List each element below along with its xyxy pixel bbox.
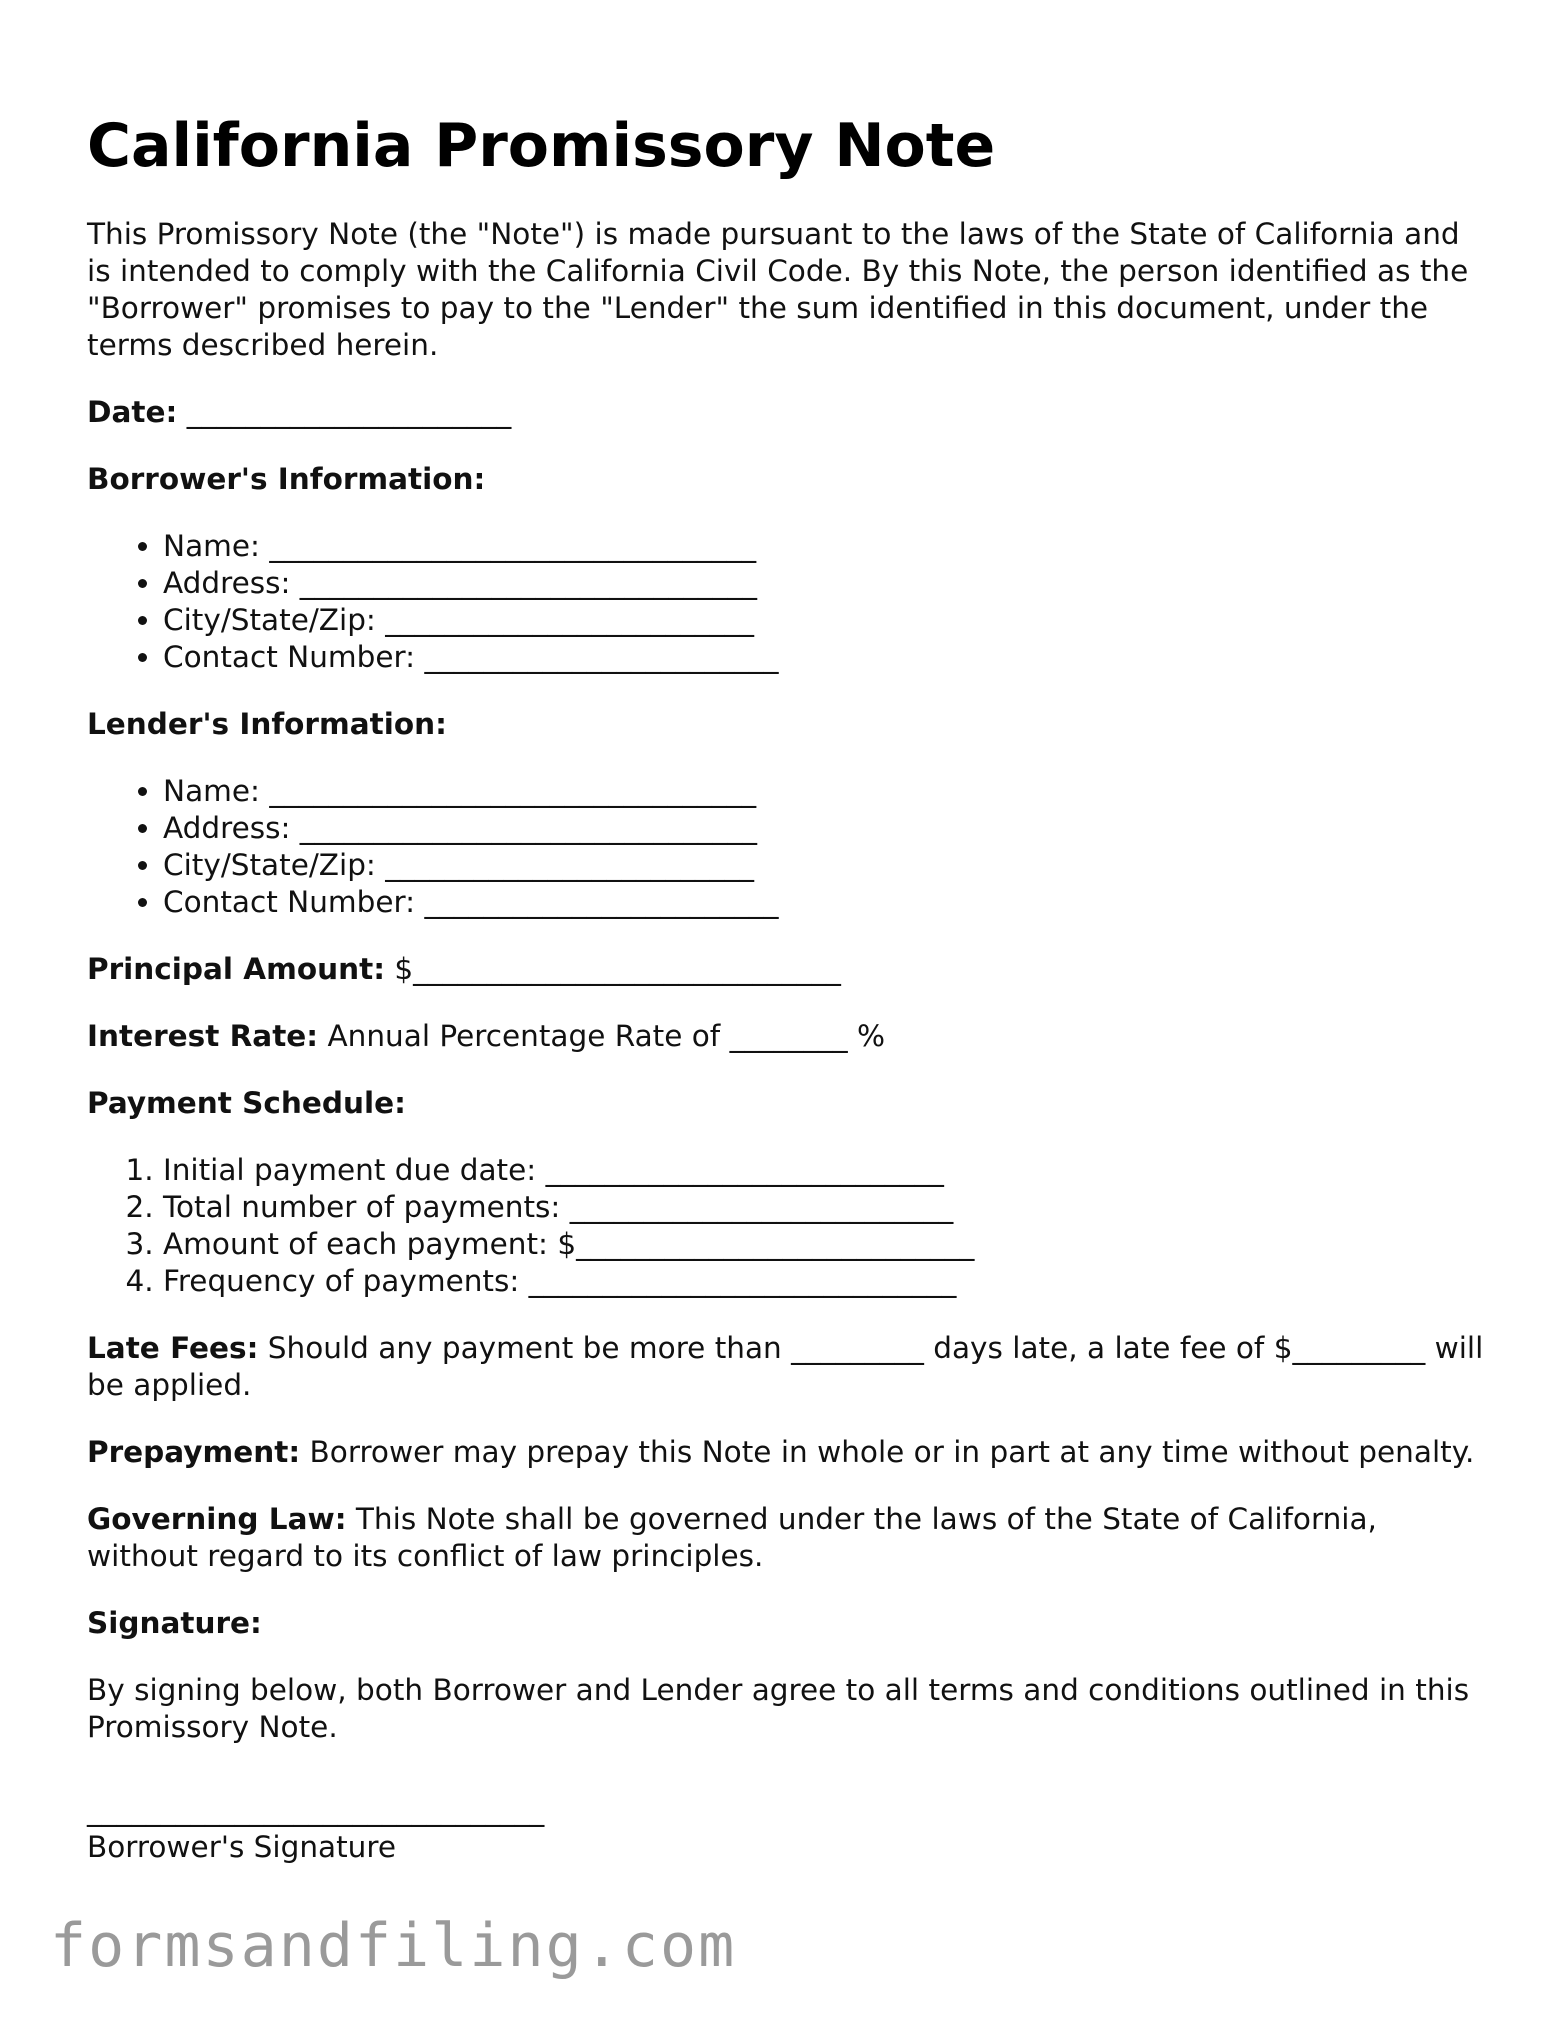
intro-paragraph: This Promissory Note (the "Note") is made pursuant to the laws of the State of California and is intended to comply with the California Civil Code. By this Note, the person identified as the "Borrower" promises to pay to the "Lender" the sum identified in this document, under the terms described herein. (87, 217, 1469, 362)
schedule-item-frequency: 4. Frequency of payments: _____________________________ (163, 1263, 1487, 1300)
governing-law-paragraph (87, 1501, 1487, 1575)
principal-text: $_____________________________ (385, 952, 841, 986)
watermark: formsandfiling.com (50, 1911, 737, 1981)
schedule-item-amount: 3. Amount of each payment: $___________________________ (163, 1226, 1487, 1263)
interest-text: Annual Percentage Rate of ________ % (318, 1019, 885, 1053)
borrower-info-list (87, 528, 1487, 676)
late-fees-paragraph (87, 1330, 1487, 1404)
date-label: Date: (87, 395, 178, 429)
lender-contact-item: • Contact Number: ________________________ (163, 884, 1487, 921)
governing-law-text: This Note shall be governed under the laws of the State of California, without regard to its conflict of law principles. (87, 1502, 1377, 1573)
borrower-contact-item: • Contact Number: ________________________ (163, 639, 1487, 676)
schedule-list (87, 1152, 1487, 1300)
lender-city-item: • City/State/Zip: _________________________ (163, 847, 1487, 884)
borrower-heading: Borrower's Information: (87, 462, 486, 496)
lender-name-item: • Name: _________________________________ (163, 773, 1487, 810)
borrower-signature-label: Borrower's Signature (87, 1830, 397, 1864)
governing-law-label: Governing Law: (87, 1502, 347, 1536)
principal-label: Principal Amount: (87, 952, 386, 986)
borrower-signature-block (87, 1792, 1487, 1866)
prepayment-label: Prepayment: (87, 1435, 301, 1469)
late-fees-label: Late Fees: (87, 1331, 259, 1365)
prepayment-paragraph (87, 1434, 1487, 1471)
lender-address-item: • Address: _______________________________ (163, 810, 1487, 847)
lender-heading: Lender's Information: (87, 707, 447, 741)
borrower-city-item: • City/State/Zip: _________________________ (163, 602, 1487, 639)
interest-label: Interest Rate: (87, 1019, 319, 1053)
interest-field (87, 1018, 1487, 1055)
borrower-name-item: • Name: _________________________________ (163, 528, 1487, 565)
principal-field (87, 951, 1487, 988)
signature-paragraph: By signing below, both Borrower and Lender agree to all terms and conditions outlined in this Promissory Note. (87, 1673, 1470, 1744)
late-fees-text: Should any payment be more than _________ days late, a late fee of $_________ will be applied. (87, 1331, 1484, 1402)
prepayment-text: Borrower may prepay this Note in whole or in part at any time without penalty. (300, 1435, 1475, 1469)
schedule-item-total: 2. Total number of payments: __________________________ (163, 1189, 1487, 1226)
schedule-item-initial: 1. Initial payment due date: ___________________________ (163, 1152, 1487, 1189)
borrower-address-item: • Address: _______________________________ (163, 565, 1487, 602)
document-title: California Promissory Note (87, 111, 996, 181)
date-blank: ______________________ (177, 395, 512, 429)
document-page (87, 110, 1487, 1866)
lender-info-list (87, 773, 1487, 921)
borrower-signature-line: _______________________________ (87, 1793, 545, 1827)
date-field (87, 394, 1487, 431)
signature-heading: Signature: (87, 1606, 262, 1640)
schedule-heading: Payment Schedule: (87, 1086, 406, 1120)
